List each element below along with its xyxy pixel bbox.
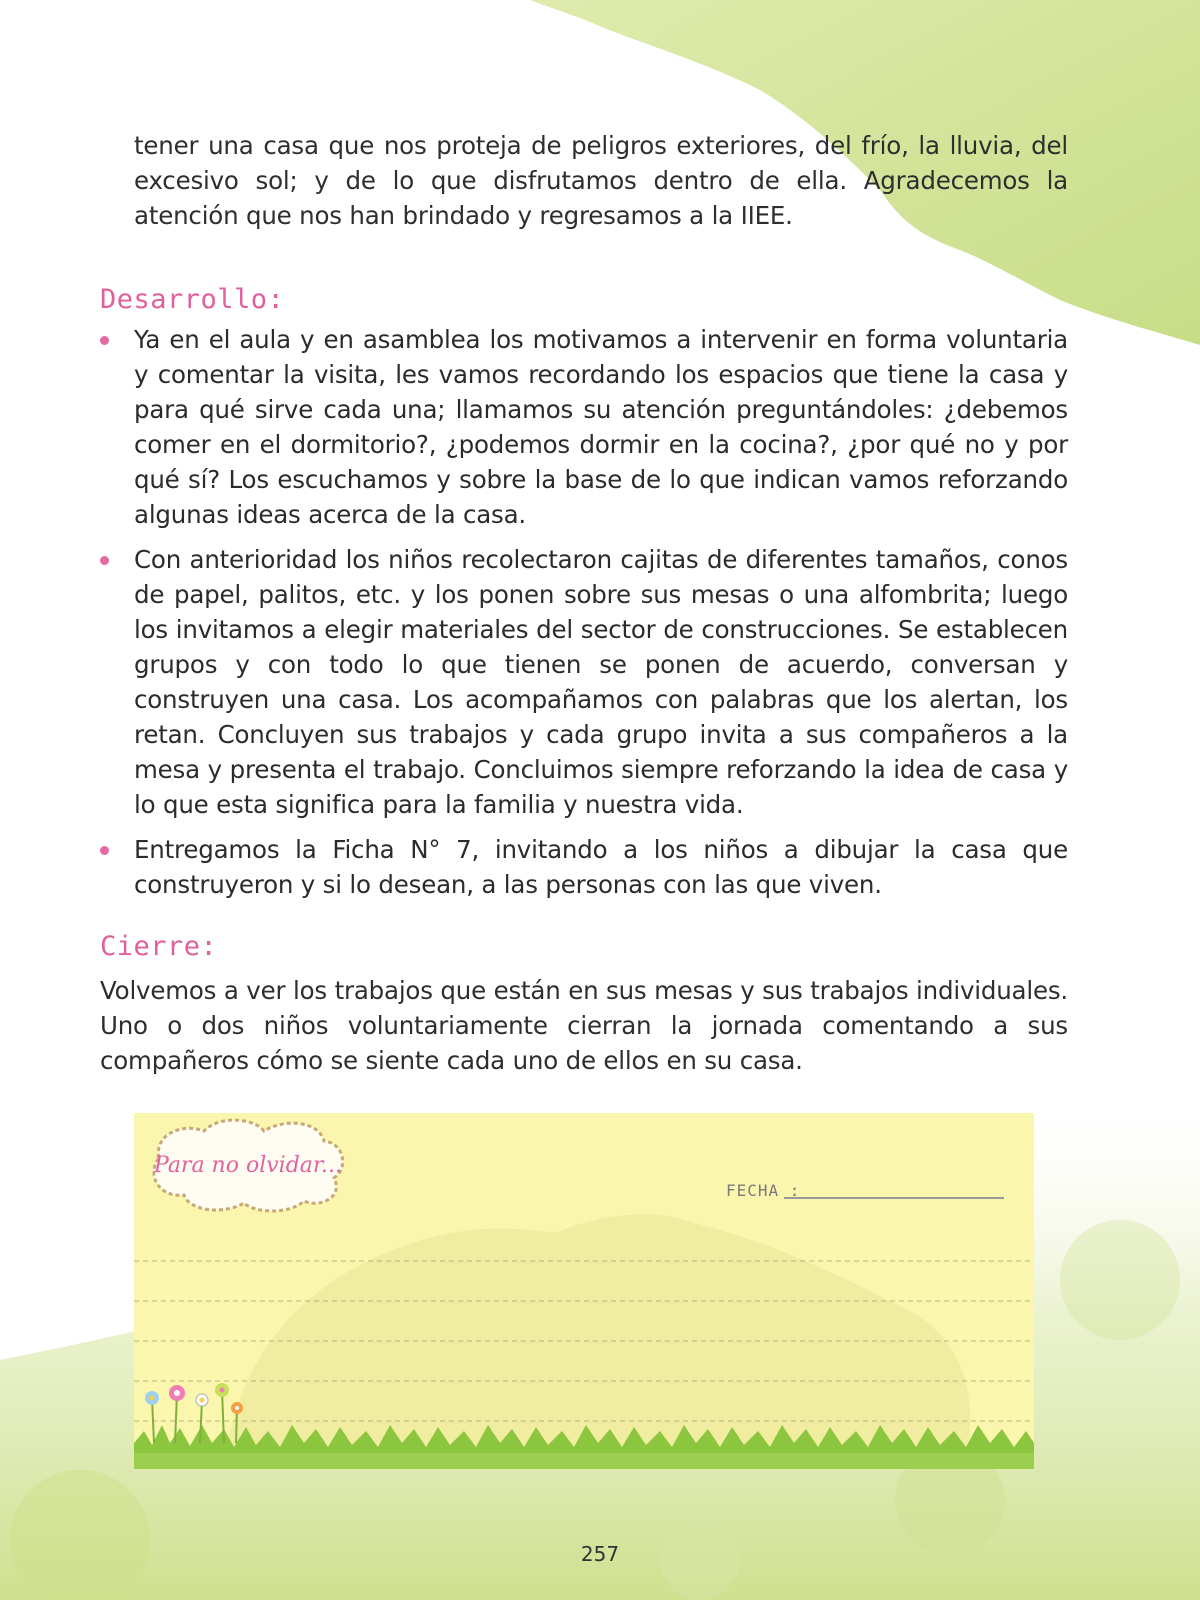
note-card-label: Para no olvidar...	[154, 1153, 342, 1178]
cierre-paragraph: Volvemos a ver los trabajos que están en sus mesas y sus trabajos individuales. Uno o dos niños voluntariamente cierran la jornada comentando a sus compañeros cómo se siente cada uno de ellos en su casa.	[100, 976, 1068, 1075]
note-card	[134, 1113, 1034, 1469]
list-item: Entregamos la Ficha N° 7, invitando a los niños a dibujar la casa que construyeron y si lo desean, a las personas con las que viven.	[100, 832, 1068, 902]
bullet-icon	[100, 336, 109, 345]
desarrollo-list	[100, 322, 1068, 912]
page-number: 257	[580, 1542, 620, 1566]
date-label: FECHA :	[726, 1181, 801, 1200]
list-item: Con anterioridad los niños recolectaron cajitas de diferentes tamaños, conos de papel, palitos, etc. y los ponen sobre sus mesas o una alfombrita; luego los invitamos a elegir materiales del sector de construcciones. Se establecen grupos y con todo lo que tienen se ponen de acuerdo, conversan y construyen una casa. Los acompañamos con palabras que los alertan, los retan. Concluyen sus trabajos y cada grupo invita a sus compañeros a la mesa y presenta el trabajo. Concluimos siempre reforzando la idea de casa y lo que esta significa para la familia y nuestra vida.	[100, 542, 1068, 822]
bullet-icon	[100, 846, 109, 855]
cierre-heading: Cierre:	[100, 931, 218, 962]
intro-paragraph: tener una casa que nos proteja de peligros exteriores, del frío, la lluvia, del excesivo sol; y de lo que disfrutamos dentro de ella. Agradecemos la atención que nos han brindado y regresamos a la IIEE.	[134, 131, 1068, 230]
desarrollo-heading: Desarrollo:	[100, 284, 285, 315]
list-item: Ya en el aula y en asamblea los motivamos a intervenir en forma voluntaria y comentar la visita, les vamos recordando los espacios que tiene la casa y para qué sirve cada una; llamamos su atención preguntándoles: ¿debemos comer en el dormitorio?, ¿podemos dormir en la cocina?, ¿por qué no y por qué sí? Los escuchamos y sobre la base de lo que indican vamos reforzando algunas ideas acerca de la casa.	[100, 322, 1068, 532]
bullet-icon	[100, 556, 109, 565]
